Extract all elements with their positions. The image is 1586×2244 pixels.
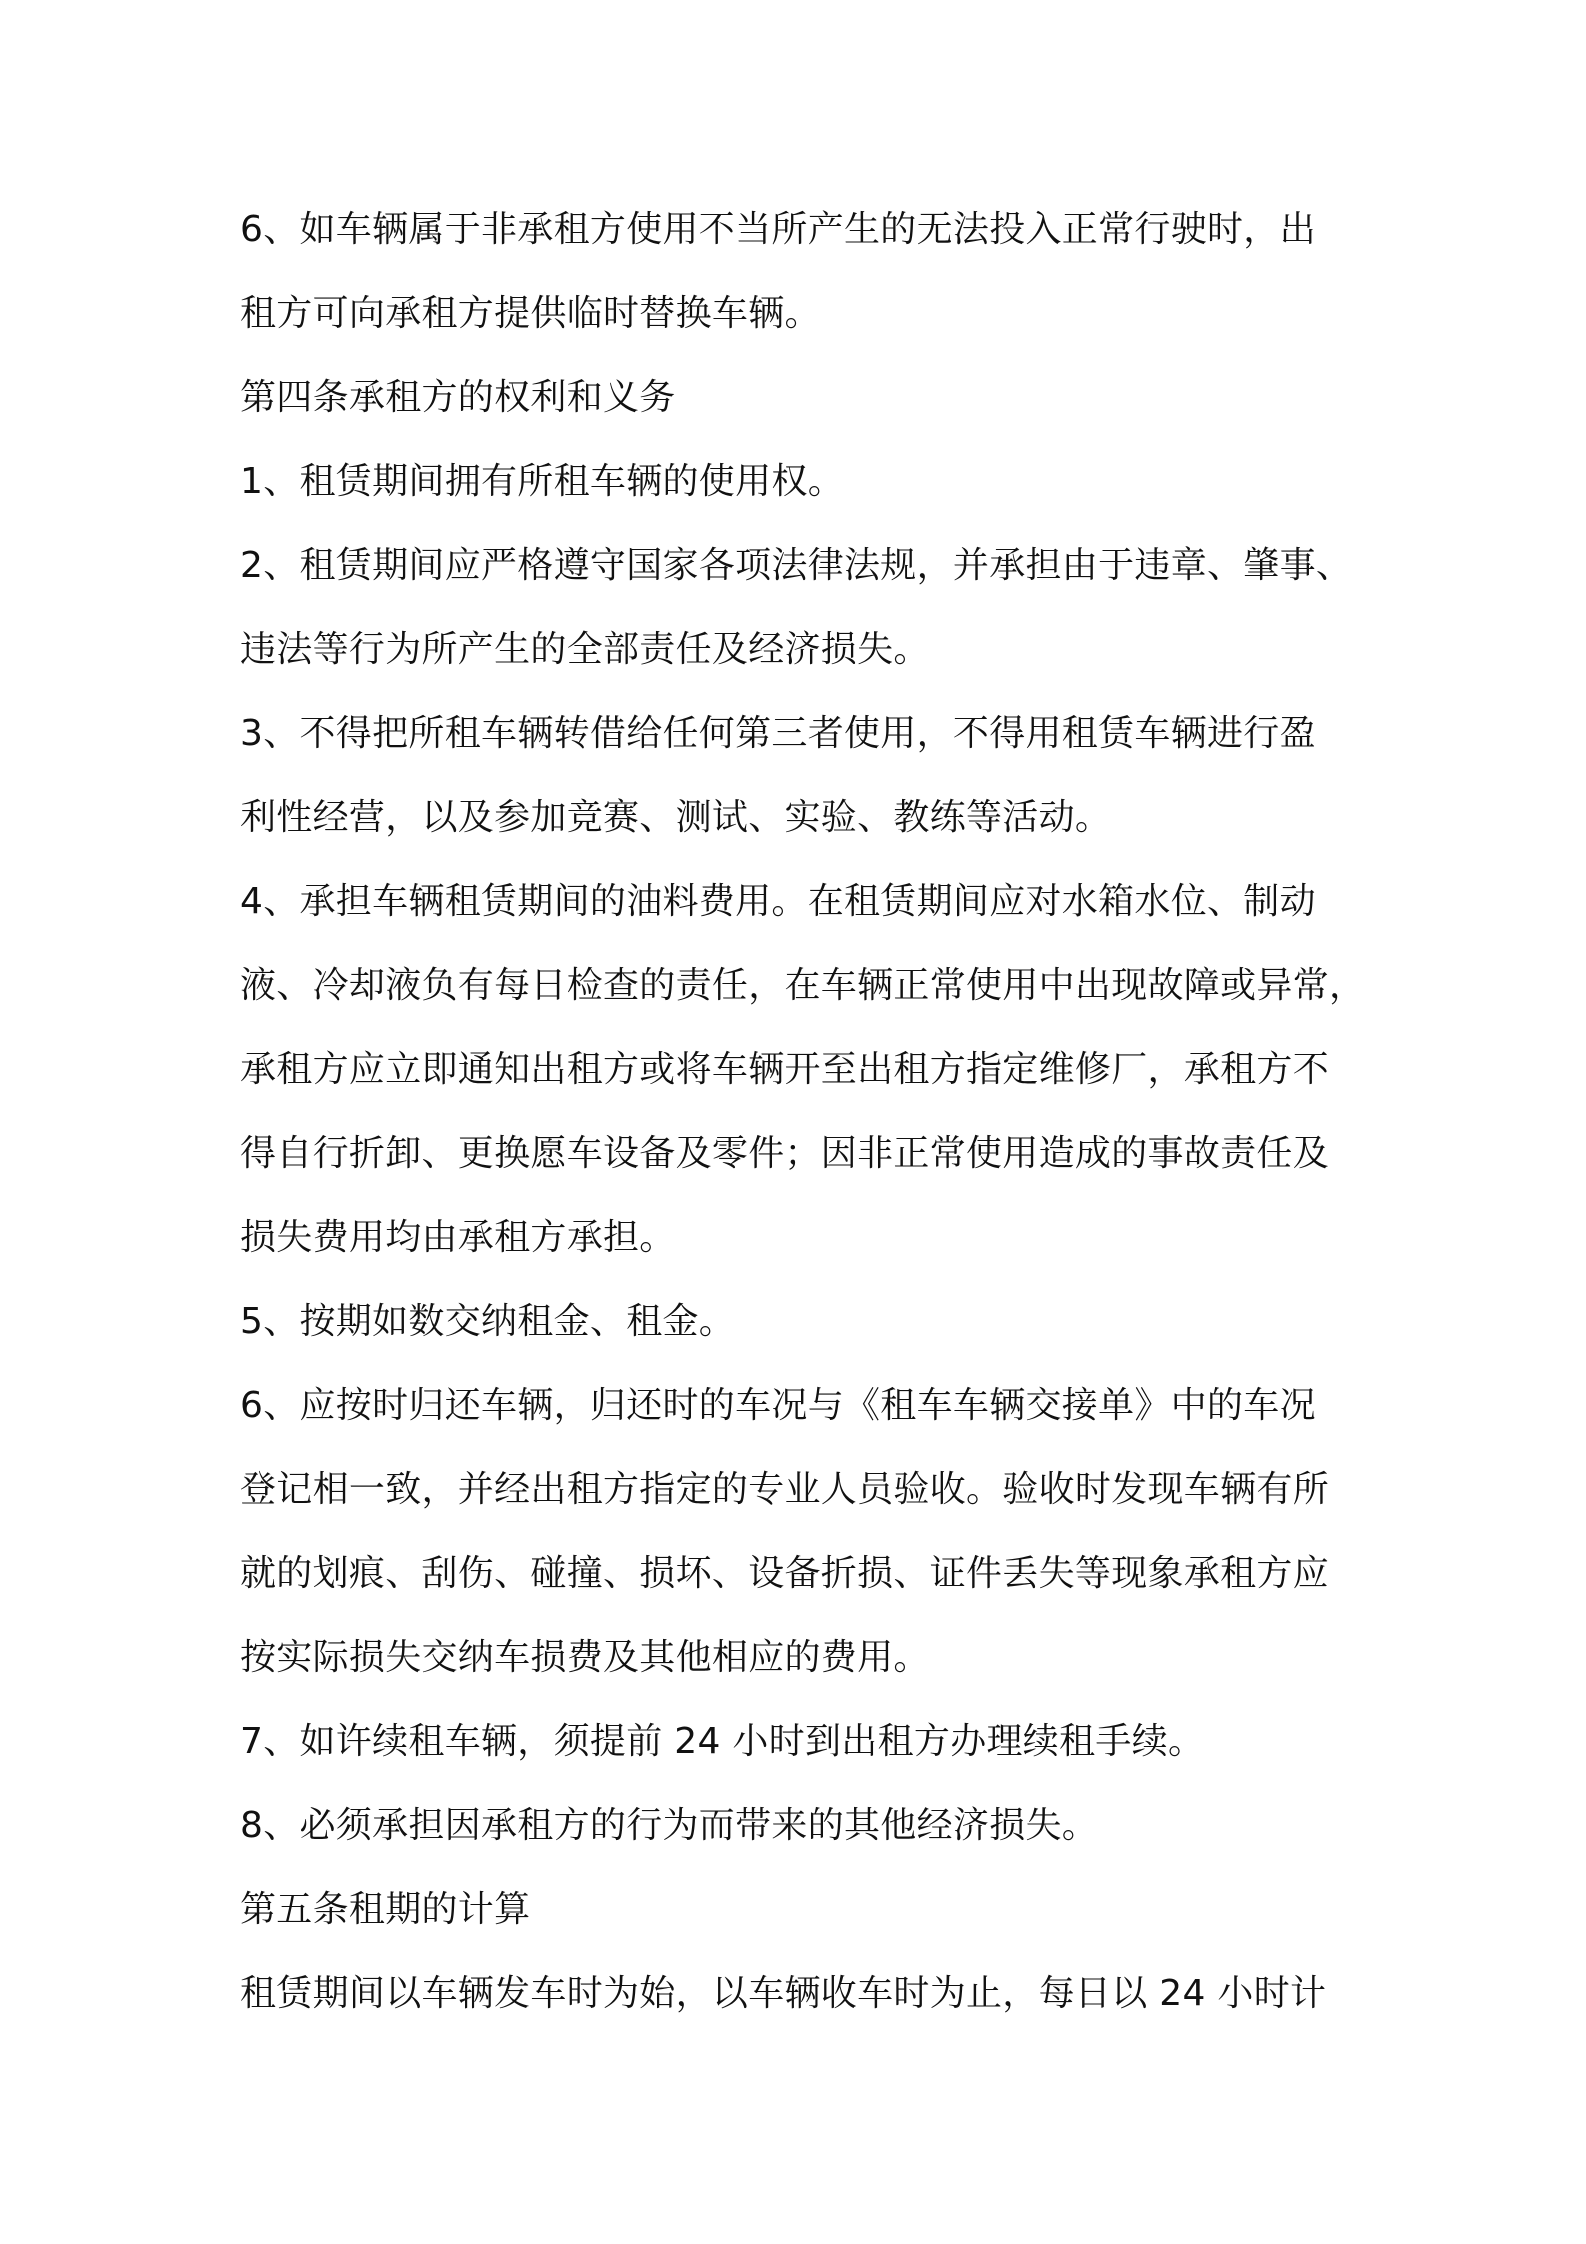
text-line: 承租方应立即通知出租方或将车辆开至出租方指定维修厂，承租方不: [240, 1049, 1330, 1090]
text-line: 损失费用均由承租方承担。: [240, 1217, 676, 1258]
text-line: 7、如许续租车辆，须提前 24 小时到出租方办理续租手续。: [240, 1721, 1205, 1762]
text-line: 租赁期间以车辆发车时为始，以车辆收车时为止，每日以 24 小时计: [240, 1973, 1327, 2014]
text-line: 利性经营，以及参加竞赛、测试、实验、教练等活动。: [240, 797, 1112, 838]
text-line: 8、必须承担因承租方的行为而带来的其他经济损失。: [240, 1805, 1099, 1846]
text-line: 3、不得把所租车辆转借给任何第三者使用，不得用租赁车辆进行盈: [240, 713, 1316, 754]
text-line: 4、承担车辆租赁期间的油料费用。在租赁期间应对水箱水位、制动: [240, 881, 1316, 922]
section-heading: 第四条承租方的权利和义务: [240, 377, 676, 418]
text-line: 液、冷却液负有每日检查的责任，在车辆正常使用中出现故障或异常，: [240, 965, 1366, 1006]
section-heading: 第五条租期的计算: [240, 1889, 531, 1930]
text-line: 2、租赁期间应严格遵守国家各项法律法规，并承担由于违章、肇事、: [240, 545, 1353, 586]
text-line: 就的划痕、刮伤、碰撞、损坏、设备折损、证件丢失等现象承租方应: [240, 1553, 1330, 1594]
text-line: 5、按期如数交纳租金、租金。: [240, 1301, 736, 1342]
text-line: 1、租赁期间拥有所租车辆的使用权。: [240, 461, 845, 502]
text-line: 6、如车辆属于非承租方使用不当所产生的无法投入正常行驶时，出: [240, 209, 1316, 250]
text-line: 租方可向承租方提供临时替换车辆。: [240, 293, 821, 334]
text-line: 6、应按时归还车辆，归还时的车况与《租车车辆交接单》中的车况: [240, 1385, 1316, 1426]
text-line: 登记相一致，并经出租方指定的专业人员验收。验收时发现车辆有所: [240, 1469, 1330, 1510]
text-line: 违法等行为所产生的全部责任及经济损失。: [240, 629, 930, 670]
text-line: 得自行折卸、更换愿车设备及零件；因非正常使用造成的事故责任及: [240, 1133, 1330, 1174]
text-line: 按实际损失交纳车损费及其他相应的费用。: [240, 1637, 930, 1678]
